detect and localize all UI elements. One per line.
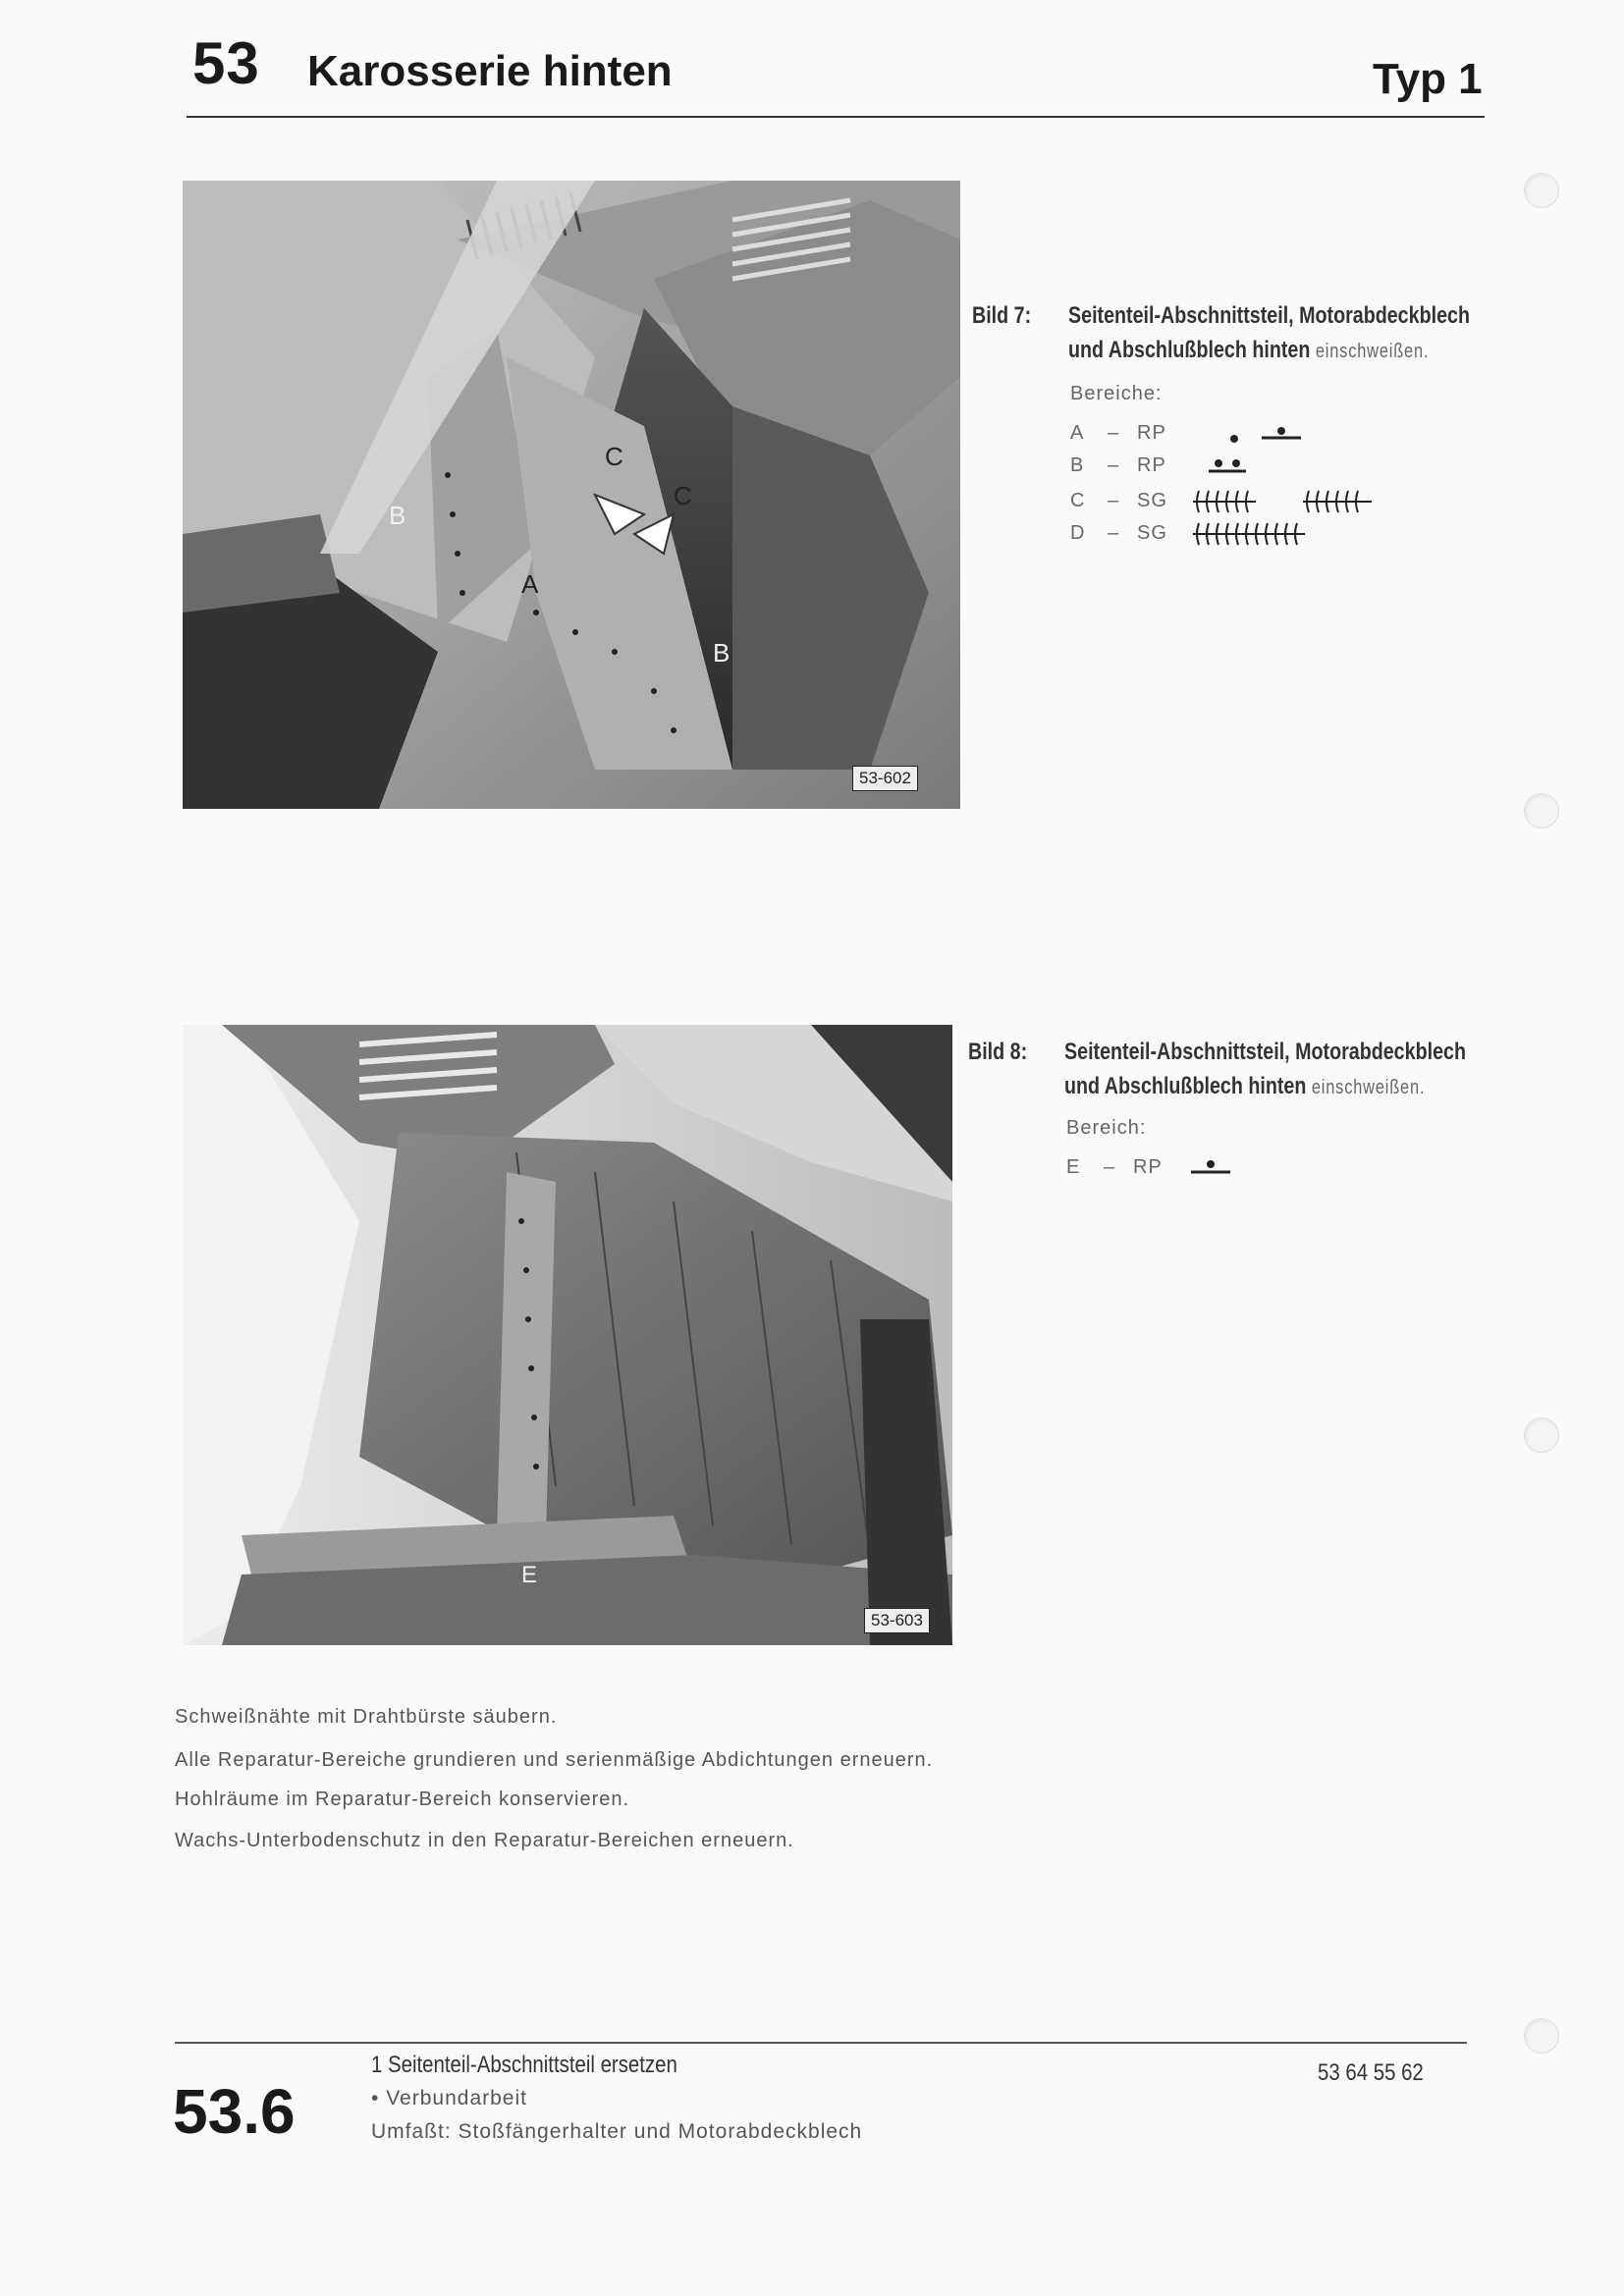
area-row: E – RP <box>1066 1156 1260 1189</box>
footer-title: 1 Seitenteil-Abschnittsteil ersetzen <box>371 2052 677 2078</box>
footer-work-type <box>371 2087 527 2110</box>
figure-title-line: Seitenteil-Abschnittsteil, Motorabdeckblech <box>1068 302 1470 329</box>
punch-hole <box>1524 1417 1559 1453</box>
photo-marker-b: B <box>389 501 406 530</box>
areas-list <box>1070 422 1381 552</box>
rear-panel-photo-illustration <box>183 1025 952 1645</box>
figure-number: Bild 8: <box>968 1039 1028 1065</box>
chapter-title: Karosserie hinten <box>307 47 673 95</box>
photo-marker-c: C <box>674 481 692 510</box>
figure-7-photo <box>183 181 960 809</box>
chapter-number: 53 <box>192 30 260 96</box>
punch-hole <box>1524 173 1559 208</box>
seam-weld-icon <box>1185 519 1313 549</box>
instruction-line: Alle Reparatur-Bereiche grundieren und serienmäßige Abdichtungen erneuern. <box>175 1749 934 1771</box>
photo-marker-e: E <box>521 1562 538 1588</box>
figure-title-text: und Abschlußblech hinten <box>1064 1073 1307 1099</box>
areas-list <box>1066 1156 1260 1189</box>
figure-title-suffix: einschweißen. <box>1315 341 1430 362</box>
document-code: 53 64 55 62 <box>1318 2059 1424 2086</box>
punch-hole <box>1524 2018 1559 2054</box>
figure-8-photo <box>183 1025 952 1645</box>
punch-hole <box>1524 793 1559 828</box>
spot-weld-icon <box>1185 423 1303 445</box>
figure-number: Bild 7: <box>972 302 1032 329</box>
type-label: Typ 1 <box>1373 55 1483 103</box>
work-type-text: Verbundarbeit <box>386 2087 527 2109</box>
bullet: • <box>371 2087 380 2109</box>
areas-label: Bereiche: <box>1070 383 1163 404</box>
footer-scope: Umfaßt: Stoßfängerhalter und Motorabdeckblech <box>371 2120 863 2143</box>
photo-marker-c: C <box>605 442 623 471</box>
area-row: C – SG <box>1070 487 1381 519</box>
seam-weld-icon <box>1185 487 1381 516</box>
figure-title-line: Seitenteil-Abschnittsteil, Motorabdeckblech <box>1064 1039 1466 1065</box>
photo-label: 53-602 <box>852 766 918 791</box>
spot-weld-icon <box>1181 1157 1260 1179</box>
areas-label: Bereich: <box>1066 1117 1147 1139</box>
figure-title-text: und Abschlußblech hinten <box>1068 337 1311 363</box>
photo-marker-b: B <box>713 638 731 667</box>
photo-label: 53-603 <box>864 1608 930 1633</box>
figure-title-line <box>1068 333 1429 369</box>
area-row: D – SG <box>1070 519 1381 552</box>
header-divider <box>187 116 1485 118</box>
instruction-line: Wachs-Unterbodenschutz in den Reparatur-Bereichen erneuern. <box>175 1830 794 1851</box>
double-spot-weld-icon <box>1185 455 1303 477</box>
photo-marker-a: A <box>521 569 539 599</box>
engine-bay-photo-illustration <box>183 181 960 809</box>
figure-title-suffix: einschweißen. <box>1311 1077 1426 1098</box>
area-row: B – RP <box>1070 454 1381 487</box>
page-number: 53.6 <box>173 2076 296 2147</box>
figure-title-line <box>1064 1069 1425 1105</box>
instruction-line: Schweißnähte mit Drahtbürste säubern. <box>175 1706 558 1728</box>
footer-divider <box>175 2042 1467 2044</box>
instruction-line: Hohlräume im Reparatur-Bereich konservieren. <box>175 1789 630 1810</box>
area-row: A – RP <box>1070 422 1381 454</box>
